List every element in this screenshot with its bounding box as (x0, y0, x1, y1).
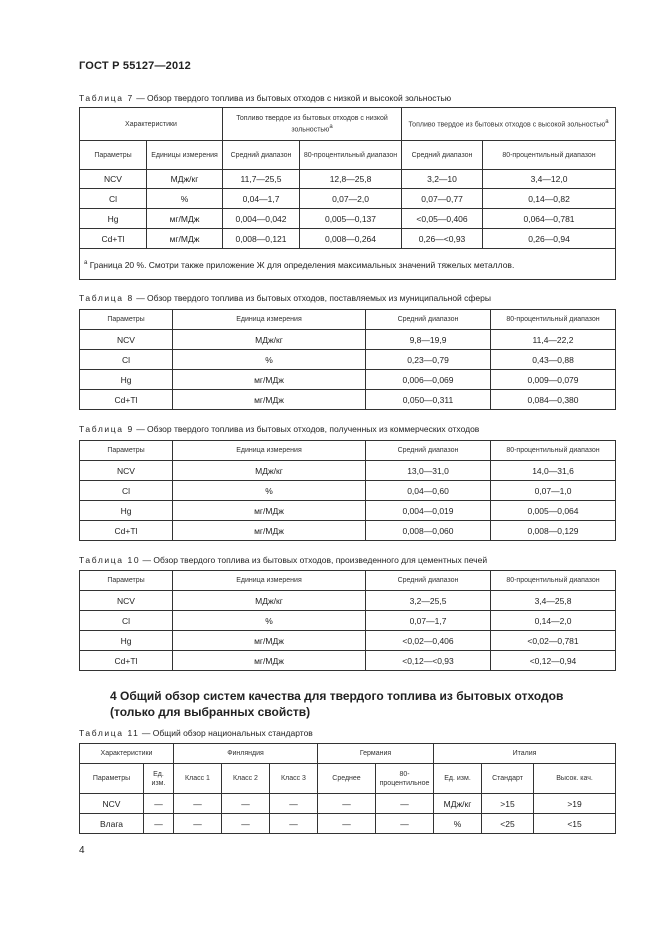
table-cell: 3,2—25,5 (366, 591, 491, 611)
table-cell: мг/МДж (173, 651, 366, 671)
table-row (80, 651, 616, 671)
table-cell: NCV (80, 330, 173, 350)
table-cell: % (173, 611, 366, 631)
table8 (79, 309, 616, 410)
table-cell: Hg (80, 370, 173, 390)
table-cell: 0,064—0,781 (483, 209, 616, 229)
table8-caption-text: — Обзор твердого топлива из бытовых отходов, поставляемых из муниципальной сферы (133, 293, 491, 303)
table10-caption (79, 555, 487, 565)
table-cell: >15 (482, 794, 534, 814)
table9-caption-prefix: Таблица 9 (79, 424, 134, 434)
table-cell: 0,008—0,121 (223, 229, 300, 249)
table-cell: МДж/кг (147, 170, 223, 189)
table-cell: 11,4—22,2 (491, 330, 616, 350)
table-cell: Cl (80, 350, 173, 370)
table-cell: 0,008—0,060 (366, 521, 491, 541)
table-cell: 0,008—0,129 (491, 521, 616, 541)
table-row (80, 461, 616, 481)
table7-header-p80-low: 80-процентильный диапазон (300, 141, 402, 170)
table-cell: МДж/кг (173, 330, 366, 350)
table-cell: мг/МДж (173, 631, 366, 651)
table-cell: 0,008—0,264 (300, 229, 402, 249)
table7-caption (79, 93, 451, 103)
table-cell: 0,26—<0,93 (402, 229, 483, 249)
table10-header-params: Параметры (80, 571, 173, 591)
table7-header-mid-high: Средний диапазон (402, 141, 483, 170)
table-cell: мг/МДж (147, 229, 223, 249)
table-cell: 0,14—2,0 (491, 611, 616, 631)
table-cell: — (174, 814, 222, 834)
table7-header-params: Параметры (80, 141, 147, 170)
table7 (79, 107, 616, 280)
table-cell: <0,12—0,94 (491, 651, 616, 671)
table-cell: 0,07—1,0 (491, 481, 616, 501)
table-cell: NCV (80, 170, 147, 189)
table7-header-characteristics: Характеристики (80, 108, 223, 141)
table-row (80, 330, 616, 350)
table-row (80, 501, 616, 521)
table-cell: Cl (80, 481, 173, 501)
table8-caption (79, 293, 491, 303)
table-cell: 0,14—0,82 (483, 189, 616, 209)
table-cell: 0,006—0,069 (366, 370, 491, 390)
table-cell: 0,07—0,77 (402, 189, 483, 209)
document-code: ГОСТ Р 55127—2012 (79, 60, 191, 72)
table7-header-low-ash-sup: a (329, 123, 333, 130)
table-cell: >19 (534, 794, 616, 814)
table-cell: — (144, 814, 174, 834)
table-cell: 3,4—12,0 (483, 170, 616, 189)
table-cell: — (270, 814, 318, 834)
table-cell: Cl (80, 189, 147, 209)
table7-footnote-text: Граница 20 %. Смотри также приложение Ж для определения максимальных значений тяжелых металлов. (89, 259, 515, 270)
table11-caption (79, 728, 313, 738)
table9-caption (79, 424, 479, 434)
table7-header-high-ash-text: Топливо твердое из бытовых отходов с высокой зольностью (408, 121, 606, 129)
table-cell: 0,23—0,79 (366, 350, 491, 370)
table9-header-unit: Единица измерения (173, 441, 366, 461)
table-cell: 0,004—0,019 (366, 501, 491, 521)
table-row (80, 611, 616, 631)
table-cell: Hg (80, 209, 147, 229)
table11-caption-prefix: Таблица 11 (79, 728, 140, 738)
table7-header-mid-low: Средний диапазон (223, 141, 300, 170)
table11-subheader: Класс 2 (222, 764, 270, 794)
table-cell: <0,02—0,781 (491, 631, 616, 651)
table7-header-units: Единицы измерения (147, 141, 223, 170)
table7-header-high-ash-sup: a (605, 119, 609, 126)
table-row (80, 631, 616, 651)
table-cell: NCV (80, 591, 173, 611)
table-cell: 11,7—25,5 (223, 170, 300, 189)
table-cell: мг/МДж (173, 501, 366, 521)
table-cell: 0,04—0,60 (366, 481, 491, 501)
table-cell: 0,005—0,064 (491, 501, 616, 521)
table-row (80, 481, 616, 501)
table-row (80, 170, 616, 189)
table11 (79, 743, 616, 834)
table9-header-p80: 80-процентильный диапазон (491, 441, 616, 461)
table-cell: Cl (80, 611, 173, 631)
table-cell: % (173, 481, 366, 501)
table-cell: Hg (80, 631, 173, 651)
table-cell: % (434, 814, 482, 834)
table-cell: мг/МДж (173, 521, 366, 541)
table10-header-unit: Единица измерения (173, 571, 366, 591)
table11-subheader: Ед. изм. (434, 764, 482, 794)
table7-header-p80-high: 80-процентильный диапазон (483, 141, 616, 170)
table-cell: 13,0—31,0 (366, 461, 491, 481)
table-cell: <15 (534, 814, 616, 834)
table7-header-high-ash (402, 108, 616, 141)
table-cell: Влага (80, 814, 144, 834)
table-cell: Cd+Tl (80, 651, 173, 671)
table-cell: — (144, 794, 174, 814)
table-cell: мг/МДж (173, 390, 366, 410)
table-cell: — (376, 794, 434, 814)
table-cell: — (174, 794, 222, 814)
table-cell: мг/МДж (173, 370, 366, 390)
table9-header-mid: Средний диапазон (366, 441, 491, 461)
table-row (80, 814, 616, 834)
table-cell: 0,04—1,7 (223, 189, 300, 209)
table-cell: — (318, 814, 376, 834)
table-cell: мг/МДж (147, 209, 223, 229)
table11-subheader: Класс 1 (174, 764, 222, 794)
table11-header-finland: Финляндия (174, 744, 318, 764)
table-cell: 14,0—31,6 (491, 461, 616, 481)
table-row (80, 189, 616, 209)
table-cell: МДж/кг (173, 461, 366, 481)
table-cell: 3,2—10 (402, 170, 483, 189)
table-row (80, 209, 616, 229)
table-cell: — (270, 794, 318, 814)
table-cell: — (318, 794, 376, 814)
table10-caption-text: — Обзор твердого топлива из бытовых отходов, произведенного для цементных печей (140, 555, 488, 565)
table-cell: Cd+Tl (80, 521, 173, 541)
table-cell: <0,02—0,406 (366, 631, 491, 651)
table-cell: 0,050—0,311 (366, 390, 491, 410)
table-cell: МДж/кг (434, 794, 482, 814)
table-row (80, 591, 616, 611)
table8-header-mid: Средний диапазон (366, 310, 491, 330)
table-cell: МДж/кг (173, 591, 366, 611)
table7-caption-text: — Обзор твердого топлива из бытовых отходов с низкой и высокой зольностью (133, 93, 452, 103)
table-cell: % (147, 189, 223, 209)
table-cell: 0,084—0,380 (491, 390, 616, 410)
table7-header-low-ash-text: Топливо твердое из бытовых отходов с низкой зольностью (236, 114, 388, 134)
table11-subheader: Ед. изм. (144, 764, 174, 794)
table11-subheader: 80-процентильное (376, 764, 434, 794)
table9 (79, 440, 616, 541)
table-cell: % (173, 350, 366, 370)
table9-header-params: Параметры (80, 441, 173, 461)
table-cell: — (376, 814, 434, 834)
table7-footnote (80, 249, 616, 280)
table-row (80, 390, 616, 410)
table11-subheader: Высок. кач. (534, 764, 616, 794)
table-row (80, 794, 616, 814)
table11-subheader: Класс 3 (270, 764, 318, 794)
table-cell: 0,26—0,94 (483, 229, 616, 249)
table11-subheader: Параметры (80, 764, 144, 794)
table11-subheader: Среднее (318, 764, 376, 794)
table-cell: <0,12—<0,93 (366, 651, 491, 671)
table-row (80, 370, 616, 390)
table10 (79, 570, 616, 671)
table-cell: 0,004—0,042 (223, 209, 300, 229)
table11-subheader: Стандарт (482, 764, 534, 794)
table8-header-params: Параметры (80, 310, 173, 330)
table-cell: 0,07—1,7 (366, 611, 491, 631)
table11-header-italy: Италия (434, 744, 616, 764)
table-cell: 0,009—0,079 (491, 370, 616, 390)
table-cell: <25 (482, 814, 534, 834)
table-row (80, 350, 616, 370)
table8-header-unit: Единица измерения (173, 310, 366, 330)
table8-caption-prefix: Таблица 8 (79, 293, 134, 303)
table-cell: Cd+Tl (80, 390, 173, 410)
table-cell: Cd+Tl (80, 229, 147, 249)
table-cell: NCV (80, 461, 173, 481)
table-cell: <0,05—0,406 (402, 209, 483, 229)
table11-header-characteristics: Характеристики (80, 744, 174, 764)
table-cell: 0,43—0,88 (491, 350, 616, 370)
table-row (80, 229, 616, 249)
table7-footnote-mark: a (84, 259, 88, 266)
table-row (80, 521, 616, 541)
table-cell: Hg (80, 501, 173, 521)
table11-header-germany: Германия (318, 744, 434, 764)
table-cell: 3,4—25,8 (491, 591, 616, 611)
table10-header-mid: Средний диапазон (366, 571, 491, 591)
table7-caption-prefix: Таблица 7 (79, 93, 134, 103)
section-4-heading: 4 Общий обзор систем качества для твердого топлива из бытовых отходов (только для выбранных свойств) (110, 689, 564, 719)
page-number: 4 (79, 845, 85, 856)
table-cell: 0,005—0,137 (300, 209, 402, 229)
table-cell: 0,07—2,0 (300, 189, 402, 209)
table-cell: — (222, 794, 270, 814)
table10-header-p80: 80-процентильный диапазон (491, 571, 616, 591)
table8-header-p80: 80-процентильный диапазон (491, 310, 616, 330)
table-cell: 9,8—19,9 (366, 330, 491, 350)
table-cell: NCV (80, 794, 144, 814)
table-cell: 12,8—25,8 (300, 170, 402, 189)
table11-caption-text: — Общий обзор национальных стандартов (139, 728, 313, 738)
table10-caption-prefix: Таблица 10 (79, 555, 141, 565)
table7-header-low-ash (223, 108, 402, 141)
table-cell: — (222, 814, 270, 834)
table9-caption-text: — Обзор твердого топлива из бытовых отходов, полученных из коммерческих отходов (133, 424, 480, 434)
